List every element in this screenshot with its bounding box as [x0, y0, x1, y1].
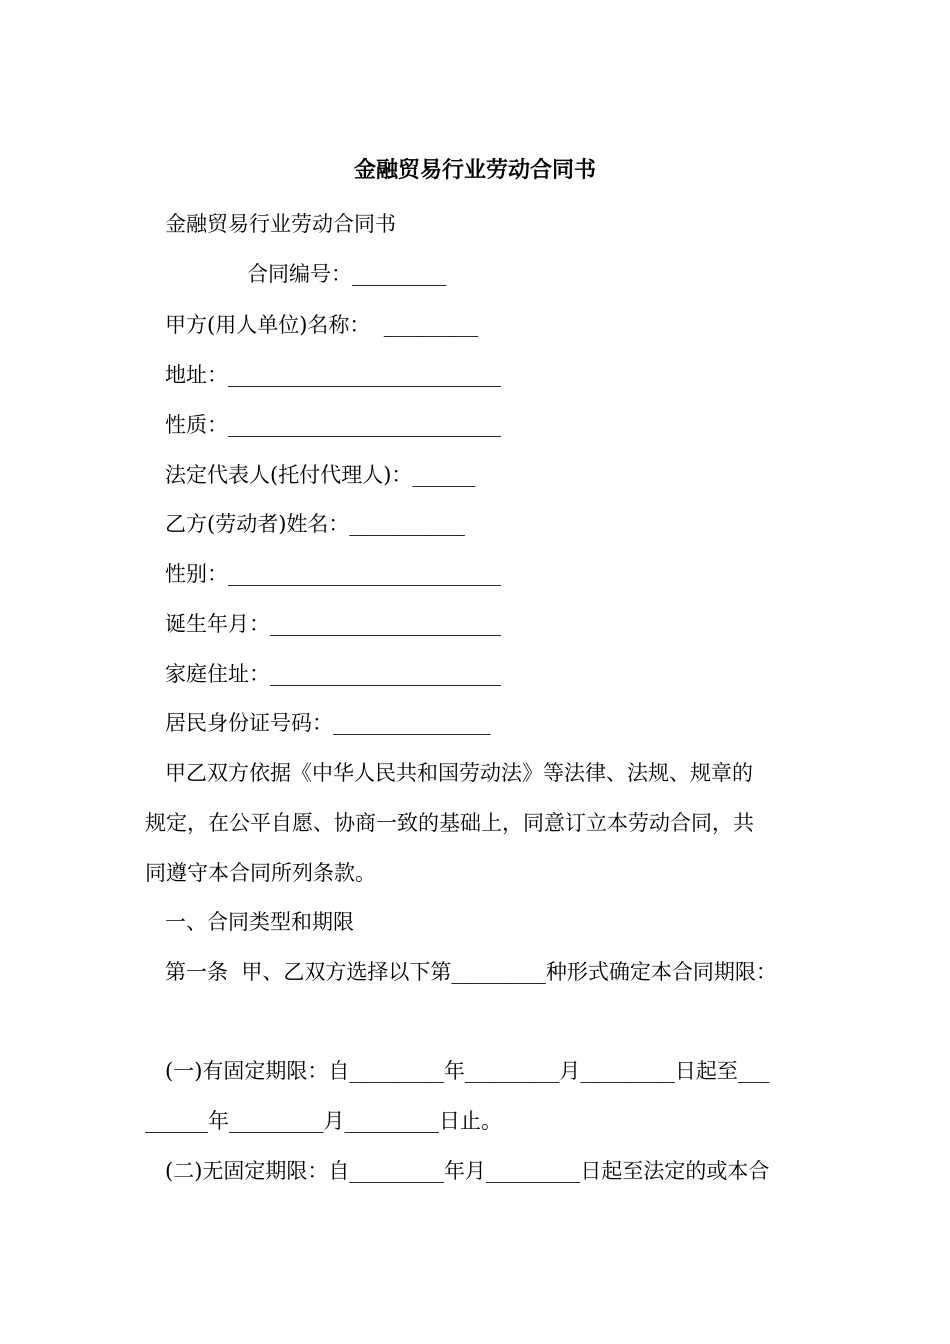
address-line: 地址：__________________________: [165, 363, 501, 387]
party-a-name-line: 甲方(用人单位)名称： _________: [165, 313, 479, 337]
home-address-line: 家庭住址：______________________: [165, 662, 501, 686]
id-number-line: 居民身份证号码：_______________: [165, 711, 491, 735]
heading-line: 金融贸易行业劳动合同书: [165, 212, 396, 236]
document-title: 金融贸易行业劳动合同书: [353, 158, 596, 183]
term-option-line: (一)有固定期限：自_________年_________月_________日起至___: [165, 1059, 770, 1083]
legal-representative-line: 法定代表人(托付代理人)：______: [165, 463, 476, 487]
contract-number-line: 合同编号：_________: [247, 262, 447, 286]
term-option-line: (二)无固定期限：自_________年月_________日起至法定的或本合: [165, 1159, 770, 1183]
paragraph-line: 规定，在公平自愿、协商一致的基础上，同意订立本劳动合同，共: [145, 811, 754, 835]
party-b-name-line: 乙方(劳动者)姓名：___________: [165, 512, 465, 536]
paragraph-line: 甲乙双方依据《中华人民共和国劳动法》等法律、法规、规章的: [165, 761, 753, 785]
paragraph-line: 同遵守本合同所列条款。: [145, 861, 376, 885]
term-option-line: ______年_________月_________日止。: [145, 1109, 502, 1133]
nature-line: 性质：__________________________: [165, 413, 501, 437]
article-line: 第一条 甲、乙双方选择以下第_________种形式确定本合同期限：: [165, 960, 777, 984]
section-heading: 一、合同类型和期限: [165, 910, 354, 934]
birth-date-line: 诞生年月：______________________: [165, 612, 501, 636]
gender-line: 性别：__________________________: [165, 562, 501, 586]
